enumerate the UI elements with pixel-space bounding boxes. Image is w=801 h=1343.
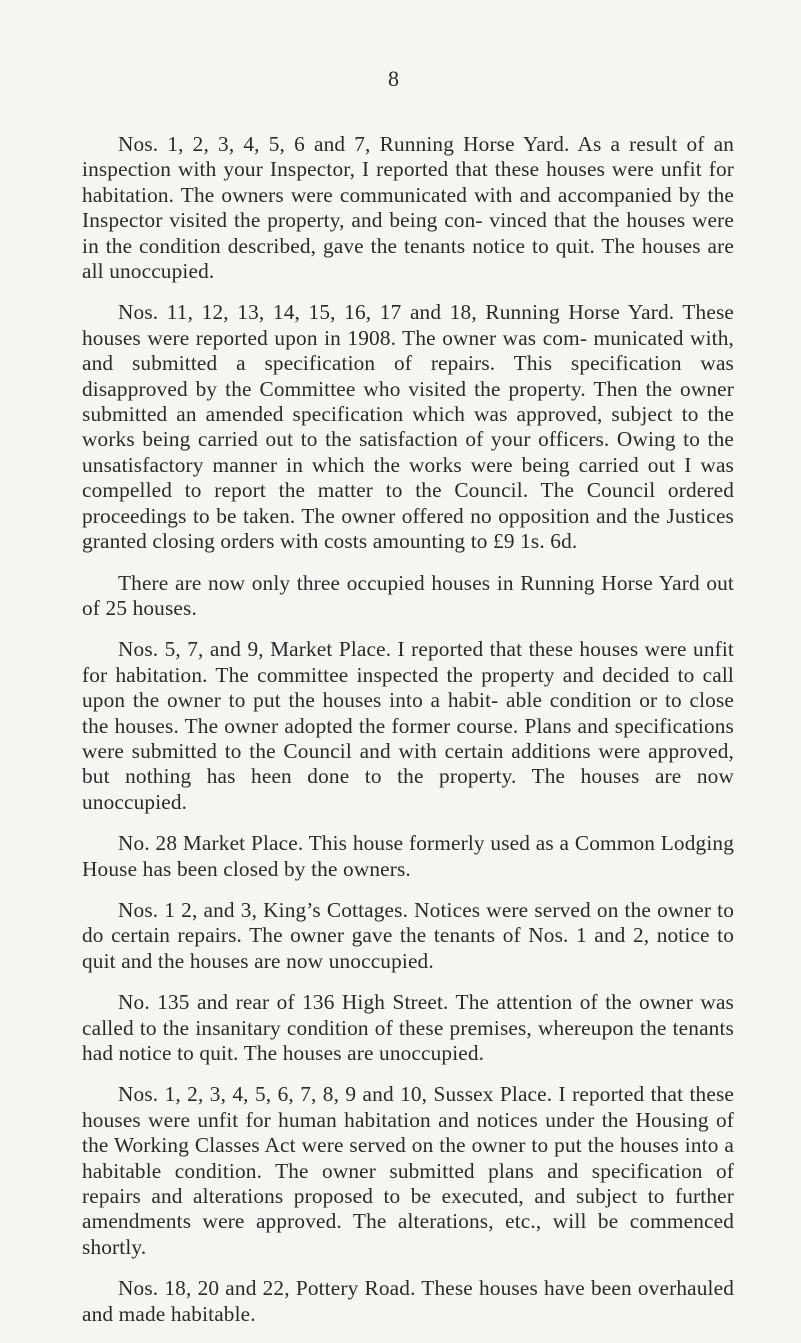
paragraph-kings-cottages: Nos. 1 2, and 3, King’s Cottages. Notices were served on the owner to do certain repairs. The owner gave the tenants of Nos. 1 and 2, notice to quit and the houses are now unoccupied. [82, 897, 734, 973]
paragraph-market-place-5-7-9: Nos. 5, 7, and 9, Market Place. I reported that these houses were unfit for habitation. The committee inspected the property and decided to call upon the owner to put the houses into a habit- able condition or to close the houses. The owner adopted the former course. Plans and specifications were submitted to the Council and with certain additions were approved, but nothing has heen done to the property. The houses are now unoccupied. [82, 637, 734, 814]
page-number: 8 [388, 66, 399, 91]
paragraph-pottery-road: Nos. 18, 20 and 22, Pottery Road. These houses have been overhauled and made habitable. [82, 1276, 734, 1326]
paragraph-high-street: No. 135 and rear of 136 High Street. The attention of the owner was called to the insanitary condition of these premises, whereupon the tenants had notice to quit. The houses are unoccupied. [82, 990, 734, 1065]
paragraph-running-horse-yard-1-7: Nos. 1, 2, 3, 4, 5, 6 and 7, Running Horse Yard. As a result of an inspection with your Inspector, I reported that these houses were unfit for habitation. The owners were communicated with and accompanied by the Inspector visited the property, and being con- vinced that the houses were in the condition described, gave the tenants notice to quit. The houses are all unoccupied. [82, 132, 734, 284]
paragraph-sussex-place: Nos. 1, 2, 3, 4, 5, 6, 7, 8, 9 and 10, Sussex Place. I reported that these houses were unfit for human habitation and notices under the Housing of the Working Classes Act were served on the owner to put the houses into a habitable condition. The owner submitted plans and specification of repairs and alterations proposed to be executed, and subject to further amendments were approved. The alterations, etc., will be commenced shortly. [82, 1082, 734, 1259]
paragraph-running-horse-yard-occupancy: There are now only three occupied houses in Running Horse Yard out of 25 houses. [82, 570, 734, 620]
paragraph-market-place-28: No. 28 Market Place. This house formerly used as a Common Lodging House has been closed by the owners. [82, 831, 734, 881]
paragraph-running-horse-yard-11-18: Nos. 11, 12, 13, 14, 15, 16, 17 and 18, Running Horse Yard. These houses were reported upon in 1908. The owner was com- municated with, and submitted a specification of repairs. This specification was disapproved by the Committee who visited the property. Then the owner submitted an amended specification which was approved, subject to the works being carried out to the satisfaction of your officers. Owing to the unsatisfactory manner in which the works were being carried out I was compelled to report the matter to the Council. The Council ordered proceedings to be taken. The owner offered no opposition and the Justices granted closing orders with costs amounting to £9 1s. 6d. [82, 300, 734, 554]
report-body [82, 132, 734, 1343]
